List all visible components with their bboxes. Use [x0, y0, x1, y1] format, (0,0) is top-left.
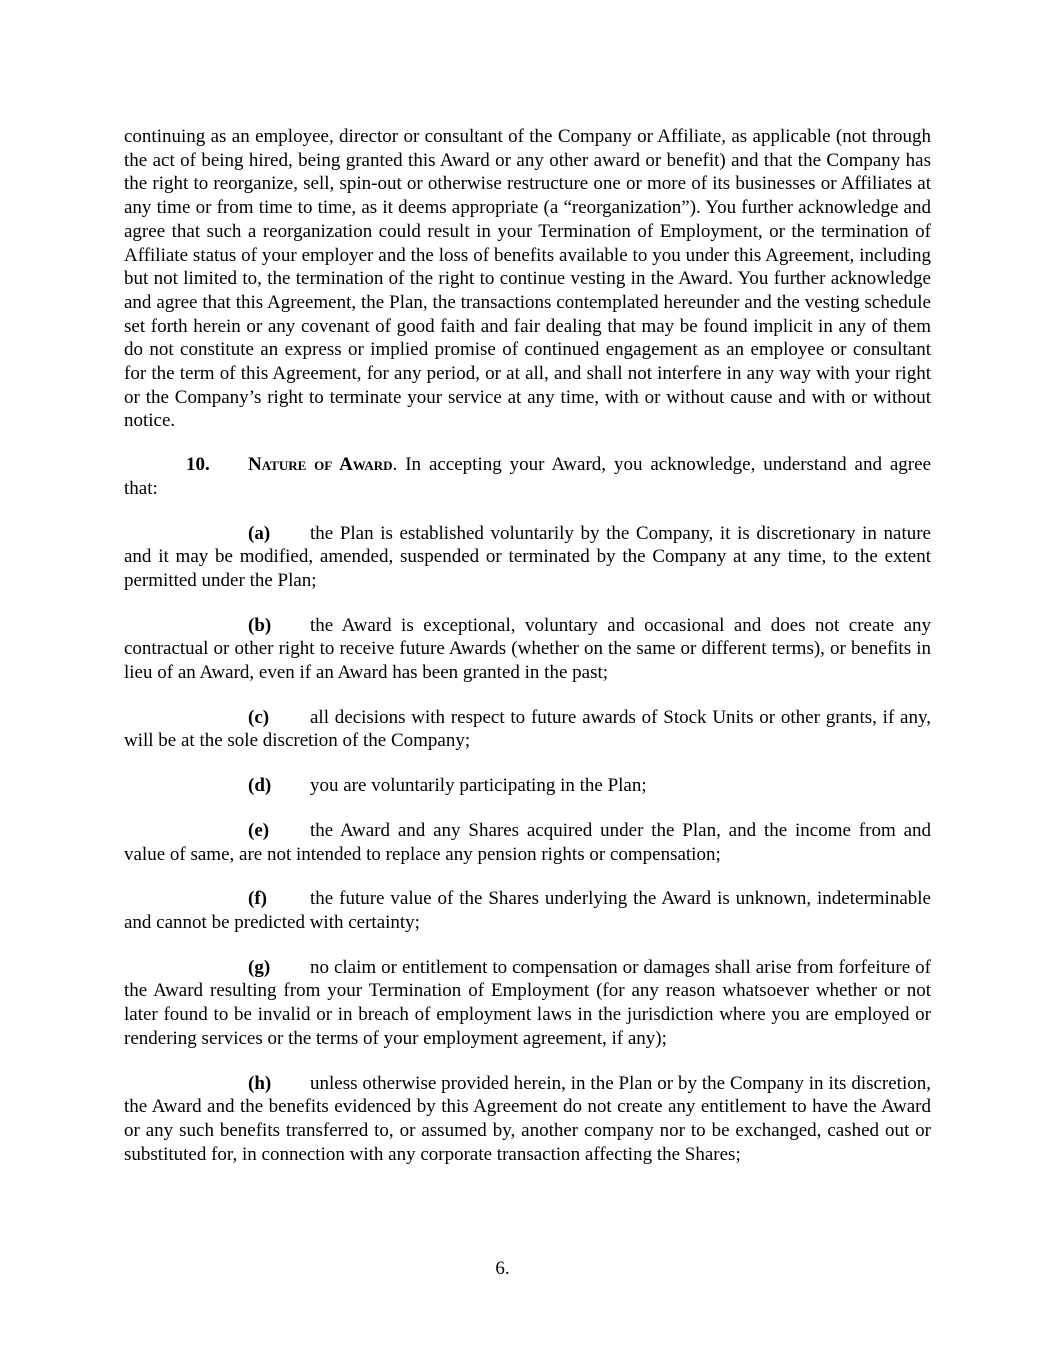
list-item-text: unless otherwise provided herein, in the Plan or by the Company in its discretion, the Award and the benefits evidenced by this Agreement do not create any entitlement to have the Award or any such benefits transferred to, or assumed by, another company nor to be exchanged, cashed out or substituted for, in connection with any corporate transaction affecting the Shares; — [124, 1072, 931, 1165]
document-page — [124, 125, 931, 1166]
intro-paragraph: continuing as an employee, director or consultant of the Company or Affiliate, as applicable (not through the act of being hired, being granted this Award or any other award or benefit) and that the Company has the right to reorganize, sell, spin-out or otherwise restructure one or more of its businesses or Affiliates at any time or from time to time, as it deems appropriate (a “reorganization”). You further acknowledge and agree that such a reorganization could result in your Termination of Employment, or the termination of Affiliate status of your employer and the loss of benefits available to you under this Agreement, including but not limited to, the termination of the right to continue vesting in the Award. You further acknowledge and agree that this Agreement, the Plan, the transactions contemplated hereunder and the vesting schedule set forth herein or any covenant of good faith and fair dealing that may be found implicit in any of them do not constitute an express or implied promise of continued engagement as an employee or consultant for the term of this Agreement, for any period, or at all, and shall not interfere in any way with your right or the Company’s right to terminate your service at any time, with or without cause and with or without notice. — [124, 126, 931, 432]
list-item-h — [124, 1072, 931, 1167]
section-number: 10. — [186, 454, 210, 476]
list-item-text: you are voluntarily participating in the Plan; — [310, 775, 647, 797]
list-item-e — [124, 819, 931, 866]
list-item-text: all decisions with respect to future awards of Stock Units or other grants, if any, will be at the sole discretion of the Company; — [124, 706, 931, 752]
list-item-label: (d) — [248, 775, 272, 797]
section-10-heading — [124, 453, 931, 500]
page-number: 6. — [495, 1258, 510, 1279]
section-title-suffix: . — [392, 454, 398, 476]
list-item-label: (c) — [248, 706, 270, 728]
list-item-label: (g) — [248, 956, 271, 978]
list-item-f — [124, 887, 931, 934]
section-title: Nature of Award — [248, 454, 393, 476]
list-item-text: the Award is exceptional, voluntary and occasional and does not create any contractual or other right to receive future Awards (whether on the same or different terms), or benefits in lieu of an Award, even if an Award has been granted in the past; — [124, 614, 931, 684]
list-item-text: the future value of the Shares underlying the Award is unknown, indeterminable and cannot be predicted with certainty; — [124, 888, 931, 933]
list-item-label: (f) — [248, 888, 267, 910]
list-item-text: the Award and any Shares acquired under the Plan, and the income from and value of same, are not intended to replace any pension rights or compensation; — [124, 819, 931, 865]
list-item-label: (b) — [248, 614, 272, 636]
list-item-text: the Plan is established voluntarily by the Company, it is discretionary in nature and it may be modified, amended, suspended or terminated by the Company at any time, to the extent permitted under the Plan; — [124, 522, 931, 591]
list-item-b — [124, 614, 931, 685]
list-item-label: (e) — [248, 819, 270, 841]
list-item-g — [124, 956, 931, 1051]
list-item-d — [124, 774, 931, 798]
section-lead-text: In accepting your Award, you acknowledge, understand and agree that: — [124, 454, 932, 499]
list-item-c — [124, 706, 931, 753]
list-item-label: (h) — [248, 1072, 272, 1094]
list-item-label: (a) — [248, 522, 271, 544]
list-item-text: no claim or entitlement to compensation or damages shall arise from forfeiture of the Award resulting from your Termination of Employment (for any reason whatsoever whether or not later found to be invalid or in breach of employment laws in the jurisdiction where you are employed or rendering services or the terms of your employment agreement, if any); — [124, 956, 931, 1049]
list-item-a — [124, 522, 931, 593]
